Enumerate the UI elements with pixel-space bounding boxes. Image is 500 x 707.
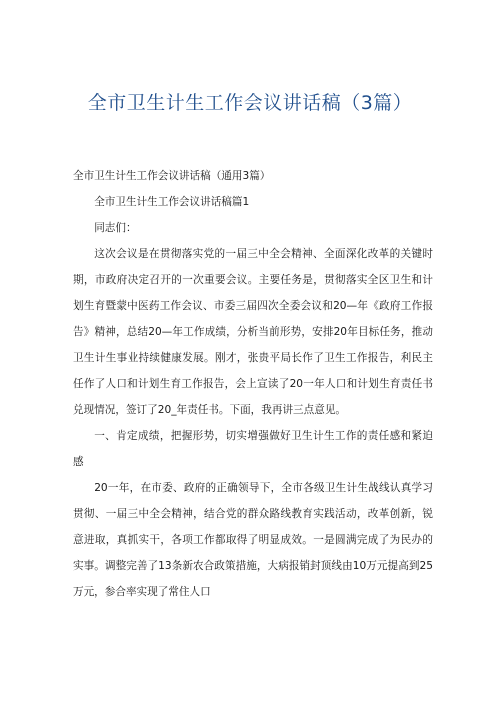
paragraph-heading: 全市卫生计生工作会议讲话稿（通用3篇）	[73, 170, 271, 182]
document-title: 全市卫生计生工作会议讲话稿（3篇）	[87, 92, 413, 114]
paragraph-intro: 这次会议是在贯彻落实党的一届三中全会精神、全面深化改革的关键时期，市政府决定召开的一次重要会议。主要任务是，贯彻落实全区卫生和计划生育暨蒙中医药工作会议、市委三届四次全委会议和20—年《政府工作报告》精神，总结20—年工作成绩，分析当前形势，安排20年目标任务，推动卫生计生事业持续健康发展。刚才，张贵平局长作了卫生工作报告，利民主任作了人口和计划生育工作报告，会上宣读了20一年人口和计划生育责任书兑现情况，签订了20_年责任书。下面，我再讲三点意见。	[73, 248, 433, 416]
document-body	[73, 163, 433, 605]
paragraph-section-one-heading: 一、肯定成绩，把握形势，切实增强做好卫生计生工作的责任感和紧迫感	[73, 430, 433, 468]
paragraph-salutation: 同志们：	[94, 222, 137, 234]
paragraph-speech-title: 全市卫生计生工作会议讲话稿篇1	[94, 196, 250, 208]
paragraph-section-one-body: 20一年，在市委、政府的正确领导下，全市各级卫生计生战线认真学习贯彻、一届三中全会精神，结合党的群众路线教育实践活动，改革创新，锐意进取，真抓实干，各项工作都取得了明显成效。一是圆满完成了为民办的实事。调整完善了13条新农合政策措施，大病报销封顶线由10万元提高到25万元，参合率实现了常住人口	[73, 482, 433, 598]
